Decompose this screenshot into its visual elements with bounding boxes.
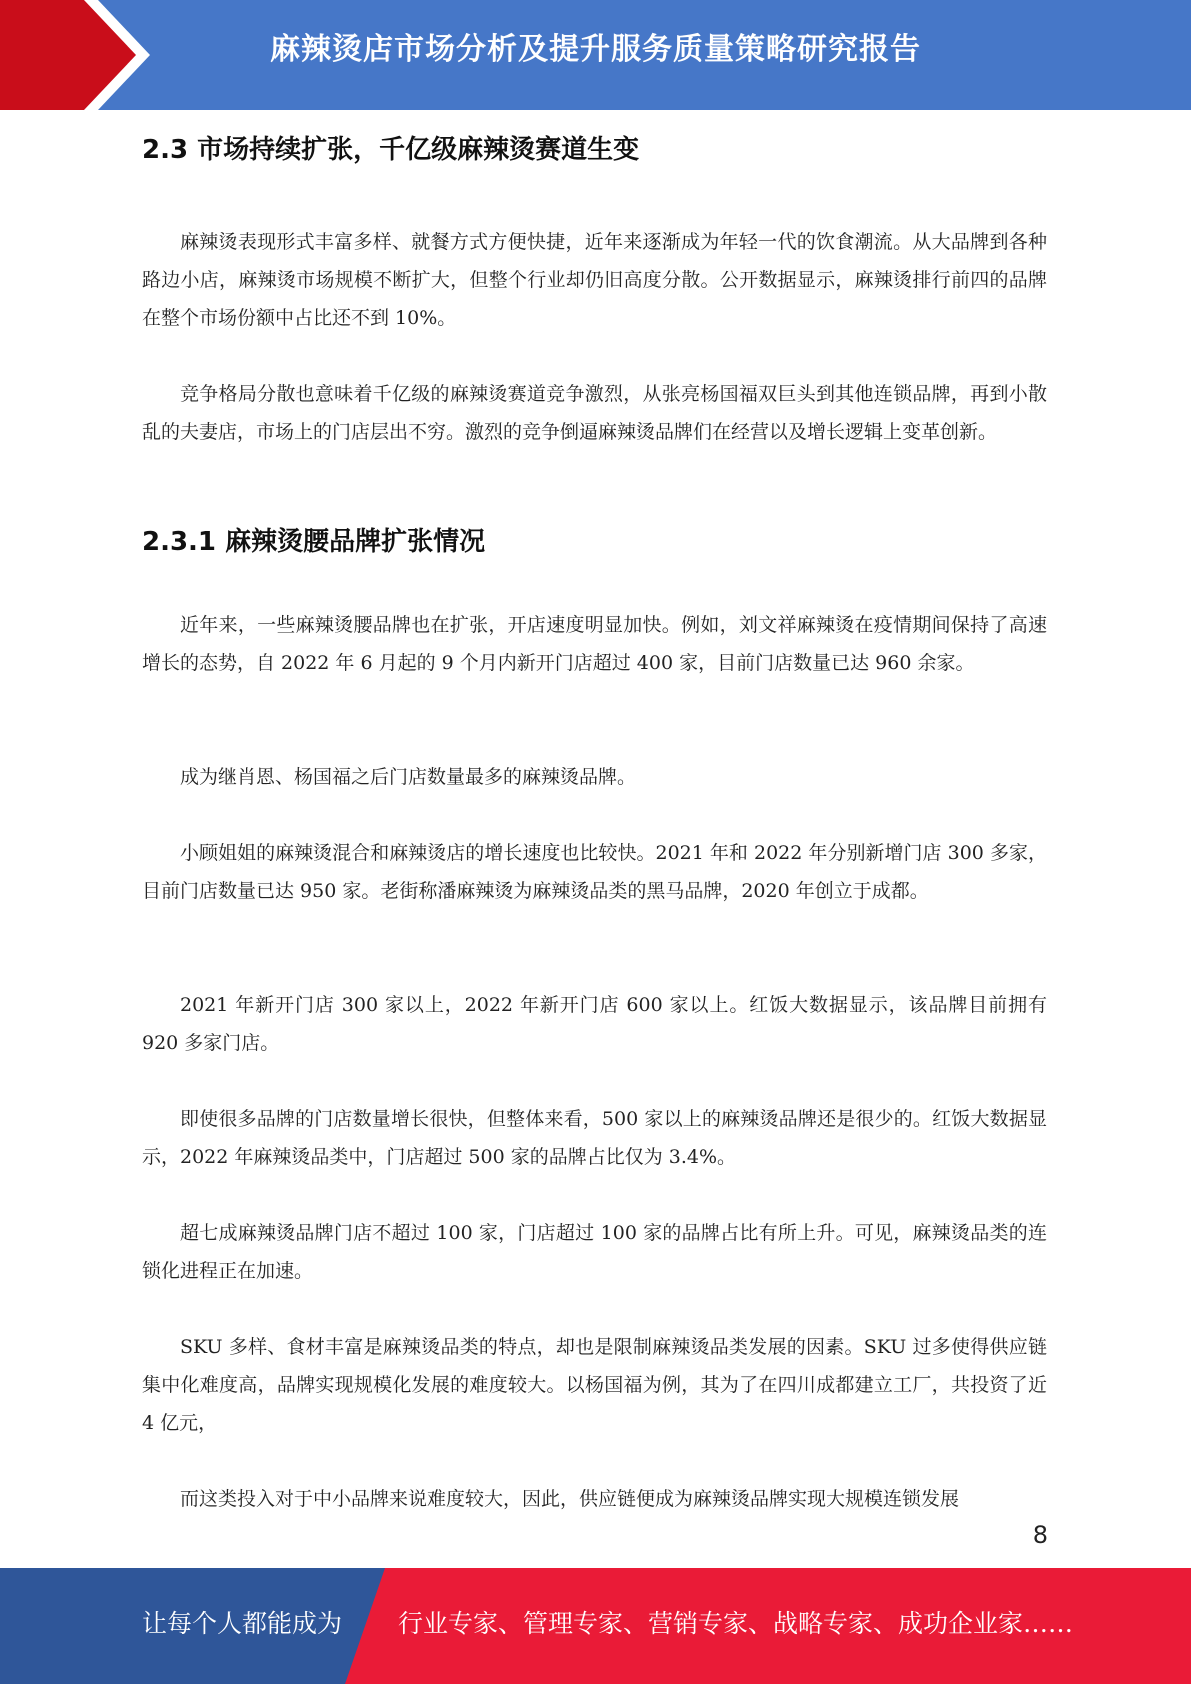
paragraph: 即使很多品牌的门店数量增长很快，但整体来看，500 家以上的麻辣烫品牌还是很少的。红饭大数据显示，2022 年麻辣烫品类中，门店超过 500 家的品牌占比仅为 3.4%。 bbox=[142, 1108, 1047, 1168]
paragraph: 成为继肖恩、杨国福之后门店数量最多的麻辣烫品牌。 bbox=[180, 766, 637, 788]
page-number: 8 bbox=[1032, 1521, 1048, 1549]
header-arrow-decoration bbox=[0, 0, 170, 110]
paragraph: 近年来，一些麻辣烫腰品牌也在扩张，开店速度明显加快。例如，刘文祥麻辣烫在疫情期间保持了高速增长的态势，自 2022 年 6 月起的 9 个月内新开门店超过 400 家，目前门店数量已达 960 余家。 bbox=[142, 614, 1047, 674]
footer-slogan-right: 行业专家、管理专家、营销专家、战略专家、成功企业家…… bbox=[398, 1609, 1074, 1638]
page-footer bbox=[0, 1568, 1191, 1684]
paragraph: 超七成麻辣烫品牌门店不超过 100 家，门店超过 100 家的品牌占比有所上升。可见，麻辣烫品类的连锁化进程正在加速。 bbox=[142, 1222, 1047, 1282]
paragraph: 2021 年新开门店 300 家以上，2022 年新开门店 600 家以上。红饭大数据显示，该品牌目前拥有 920 多家门店。 bbox=[142, 994, 1047, 1054]
paragraph: 小顾姐姐的麻辣烫混合和麻辣烫店的增长速度也比较快。2021 年和 2022 年分别新增门店 300 多家，目前门店数量已达 950 家。老街称潘麻辣烫为麻辣烫品类的黑马品牌，2020 年创立于成都。 bbox=[142, 842, 1047, 902]
section-heading-2-3-1: 2.3.1 麻辣烫腰品牌扩张情况 bbox=[142, 527, 486, 557]
page-header bbox=[0, 0, 1191, 110]
paragraph: 而这类投入对于中小品牌来说难度较大，因此，供应链便成为麻辣烫品牌实现大规模连锁发展 bbox=[180, 1488, 960, 1510]
paragraph: 麻辣烫表现形式丰富多样、就餐方式方便快捷，近年来逐渐成为年轻一代的饮食潮流。从大品牌到各种路边小店，麻辣烫市场规模不断扩大，但整个行业却仍旧高度分散。公开数据显示，麻辣烫排行前四的品牌在整个市场份额中占比还不到 10%。 bbox=[142, 231, 1047, 329]
paragraph: 竞争格局分散也意味着千亿级的麻辣烫赛道竞争激烈，从张亮杨国福双巨头到其他连锁品牌，再到小散乱的夫妻店，市场上的门店层出不穷。激烈的竞争倒逼麻辣烫品牌们在经营以及增长逻辑上变革创新。 bbox=[142, 383, 1047, 443]
section-heading-2-3: 2.3 市场持续扩张，千亿级麻辣烫赛道生变 bbox=[142, 135, 640, 165]
report-title: 麻辣烫店市场分析及提升服务质量策略研究报告 bbox=[270, 32, 921, 67]
footer-slogan-left: 让每个人都能成为 bbox=[142, 1609, 343, 1638]
paragraph: SKU 多样、食材丰富是麻辣烫品类的特点，却也是限制麻辣烫品类发展的因素。SKU 过多使得供应链集中化难度高，品牌实现规模化发展的难度较大。以杨国福为例，其为了在四川成都建立工厂，共投资了近 4 亿元， bbox=[142, 1336, 1047, 1434]
